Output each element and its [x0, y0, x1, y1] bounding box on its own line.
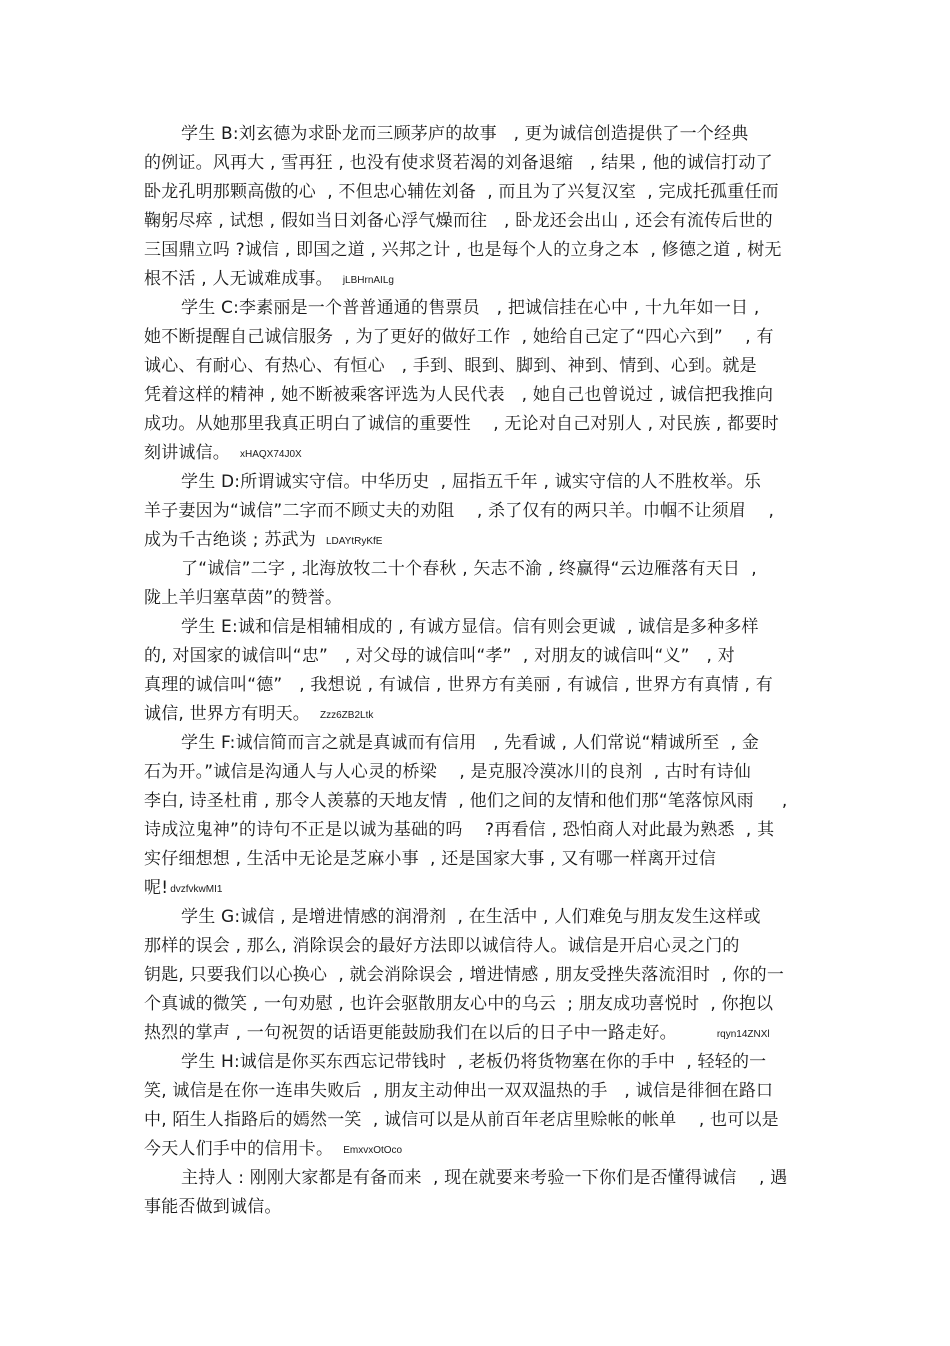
text-fragment: 热烈的掌声 , 一句祝贺的话语更能鼓励我们在以后的日子中一路走好。	[144, 1023, 677, 1043]
text-fragment: 成为千古绝谈 ; 苏武为	[144, 530, 316, 550]
text-line: 凭着这样的精神 , 她不断被乘客评选为人民代表 , 她自己也曾说过 , 诚信把我推向	[144, 385, 774, 405]
text-line: 学生 E:诚和信是相辅相成的 , 有诚方显信。信有则会更诚 , 诚信是多种多样	[181, 617, 759, 637]
text-line: 个真诚的微笑 , 一句劝慰 , 也许会驱散朋友心中的乌云 ; 朋友成功喜悦时 , 你抱以	[144, 994, 774, 1014]
text-line: 她不断提醒自己诚信服务 , 为了更好的做好工作 , 她给自己定了“四心六到” , 有	[144, 327, 774, 347]
watermark-code: EmxvxOtOco	[343, 1145, 403, 1156]
text-line	[144, 704, 373, 726]
text-line: 那样的误会 , 那么, 消除误会的最好方法即以诚信待人。诚信是开启心灵之门的	[144, 936, 740, 956]
text-line: 真理的诚信叫“德” , 我想说 , 有诚信 , 世界方有美丽 , 有诚信 , 世界方有真情 , 有	[144, 675, 773, 695]
text-line	[144, 269, 394, 291]
text-line: 成功。从她那里我真正明白了诚信的重要性 , 无论对自己对别人 , 对民族 , 都要时	[144, 414, 779, 434]
text-line: 学生 F:诚信简而言之就是真诚而有信用 , 先看诚 , 人们常说“精诚所至 , 金	[181, 733, 760, 753]
text-line	[144, 1139, 402, 1161]
text-line: 主持人 : 刚刚大家都是有备而来 , 现在就要来考验一下你们是否懂得诚信 , 遇	[181, 1168, 788, 1188]
text-line	[144, 878, 222, 900]
watermark-code: jLBHrnAILg	[342, 275, 394, 286]
watermark-code: xHAQX74J0X	[240, 449, 302, 460]
text-line: 中, 陌生人指路后的嫣然一笑 , 诚信可以是从前百年老店里赊帐的帐单 , 也可以是	[144, 1110, 779, 1130]
text-fragment: 呢!	[144, 878, 169, 898]
text-fragment: 今天人们手中的信用卡。	[144, 1139, 334, 1159]
text-line: 羊子妻因为“诚信”二字而不顾丈夫的劝阻 , 杀了仅有的两只羊。巾帼不让须眉 ,	[144, 501, 775, 521]
text-line: 李白, 诗圣杜甫 , 那令人羡慕的天地友情 , 他们之间的友情和他们那“笔落惊风雨 ,	[144, 791, 788, 811]
text-line: 的例证。风再大 , 雪再狂 , 也没有使求贤若渴的刘备退缩 , 结果 , 他的诚信打动了	[144, 153, 773, 173]
text-line: 的, 对国家的诚信叫“忠” , 对父母的诚信叫“孝” , 对朋友的诚信叫“义” , 对	[144, 646, 735, 666]
watermark-code: LDAYtRyKfE	[325, 536, 383, 547]
text-line: 学生 B:刘玄德为求卧龙而三顾茅庐的故事 , 更为诚信创造提供了一个经典	[181, 124, 749, 144]
text-line	[144, 530, 382, 552]
text-fragment: 诚信, 世界方有明天。	[144, 704, 311, 724]
text-line: 陇上羊归塞草茵”的赞誉。	[144, 588, 343, 608]
text-line: 事能否做到诚信。	[144, 1197, 282, 1217]
text-line	[144, 443, 302, 465]
text-line: 卧龙孔明那颗高傲的心 , 不但忠心辅佐刘备 , 而且为了兴复汉室 , 完成托孤重任而	[144, 182, 779, 202]
text-line: 三国鼎立吗 ?诚信 , 即国之道 , 兴邦之计 , 也是每个人的立身之本 , 修德之道 , 树无	[144, 240, 782, 260]
text-line	[144, 1023, 770, 1045]
text-fragment: 刻讲诚信。	[144, 443, 230, 463]
text-line: 学生 D:所谓诚实守信。中华历史 , 屈指五千年 , 诚实守信的人不胜枚举。乐	[181, 472, 762, 492]
text-line: 学生 G:诚信 , 是增进情感的润滑剂 , 在生活中 , 人们难免与朋友发生这样或	[181, 907, 761, 927]
text-line: 石为开。”诚信是沟通人与人心灵的桥梁 , 是克服冷漠冰川的良剂 , 古时有诗仙	[144, 762, 751, 782]
text-line: 学生 C:李素丽是一个普普通通的售票员 , 把诚信挂在心中 , 十九年如一日 ,	[181, 298, 760, 318]
text-line: 学生 H:诚信是你买东西忘记带钱时 , 老板仍将货物塞在你的手中 , 轻轻的一	[181, 1052, 767, 1072]
text-line: 笑, 诚信是在你一连串失败后 , 朋友主动伸出一双双温热的手 , 诚信是徘徊在路口	[144, 1081, 774, 1101]
text-fragment: 根不活 , 人无诚难成事。	[144, 269, 333, 289]
text-line: 了“诚信”二字 , 北海放牧二十个春秋 , 矢志不渝 , 终赢得“云边雁落有天日 ,	[181, 559, 757, 579]
text-line: 诚心、有耐心、有热心、有恒心 , 手到、眼到、脚到、神到、情到、心到。就是	[144, 356, 757, 376]
text-line: 钥匙, 只要我们以心换心 , 就会消除误会 , 增进情感 , 朋友受挫失落流泪时 , 你的一	[144, 965, 785, 985]
watermark-code: rqyn14ZNXl	[716, 1029, 770, 1040]
text-line: 诗成泣鬼神”的诗句不正是以诚为基础的吗 ?再看信 , 恐怕商人对此最为熟悉 , 其	[144, 820, 775, 840]
watermark-code: dvzfvkwMI1	[170, 884, 223, 895]
text-line: 鞠躬尽瘁 , 试想 , 假如当日刘备心浮气燥而往 , 卧龙还会出山 , 还会有流传后世的	[144, 211, 773, 231]
watermark-code: Zzz6ZB2Ltk	[320, 710, 374, 721]
text-line: 实仔细想想 , 生活中无论是芝麻小事 , 还是国家大事 , 又有哪一样离开过信	[144, 849, 717, 869]
